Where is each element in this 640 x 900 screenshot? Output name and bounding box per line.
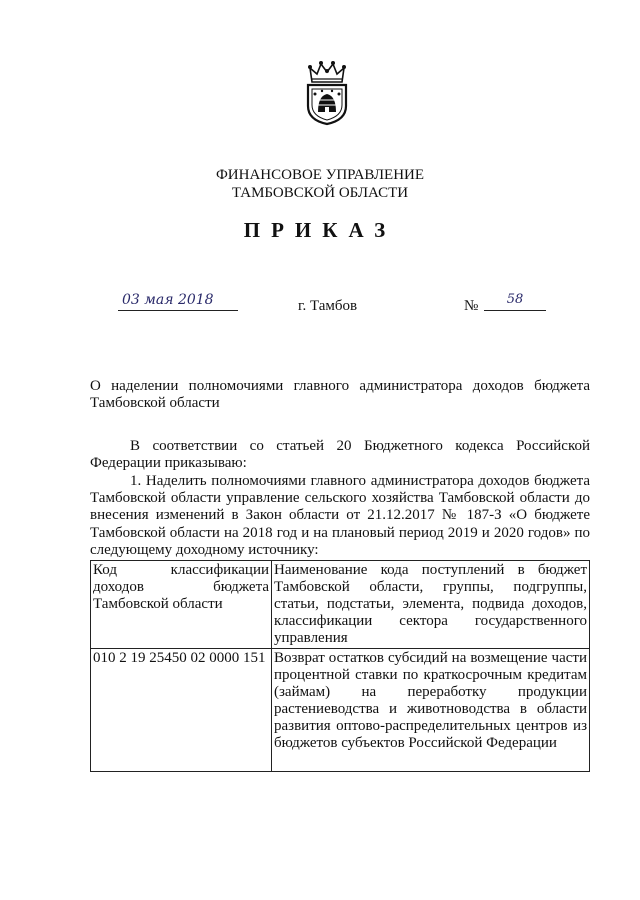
coat-of-arms-emblem (296, 60, 358, 126)
table-row (91, 649, 590, 772)
organization-name-line1: ФИНАНСОВОЕ УПРАВЛЕНИЕ (215, 167, 425, 183)
classification-code-cell: 010 2 19 25450 02 0000 151 (91, 649, 272, 772)
header-code-cell: Код классификации доходов бюджета Тамбовской области (91, 561, 272, 649)
city-label: г. Тамбов (298, 298, 358, 314)
revenue-source-table (90, 560, 590, 772)
table-header-row (91, 561, 590, 649)
body-paragraph-preamble: В соответствии со статьей 20 Бюджетного кодекса Российской Федерации приказываю: (90, 438, 590, 472)
handwritten-order-number: 58 (484, 292, 546, 311)
handwritten-date: 03 мая 2018 (118, 292, 238, 311)
body-paragraph-clause-1: 1. Наделить полномочиями главного администратора доходов бюджета Тамбовской области управление сельского хозяйства Тамбовской области до внесения изменений в Закон области от 21.12.2017 № 187-З «О бюджете Тамбовской области на 2018 год и на плановый период 2019 и 2020 годов» по следующему доходному источнику: (90, 473, 590, 558)
document-type-title: ПРИКАЗ (243, 218, 397, 242)
organization-name-line2: ТАМБОВСКОЙ ОБЛАСТИ (231, 185, 409, 201)
revenue-name-cell: Возврат остатков субсидий на возмещение части процентной ставки по краткосрочным кредитам (займам) на переработку продукции растениеводства и животноводства в области развития оптово-распределительных центров из бюджетов субъектов Российской Федерации (272, 649, 590, 772)
number-sign: № (464, 298, 479, 314)
order-subject: О наделении полномочиями главного администратора доходов бюджета Тамбовской области (90, 378, 590, 411)
header-name-cell: Наименование кода поступлений в бюджет Тамбовской области, группы, подгруппы, статьи, подстатьи, элемента, подвида доходов, классификации сектора государственного управления (272, 561, 590, 649)
